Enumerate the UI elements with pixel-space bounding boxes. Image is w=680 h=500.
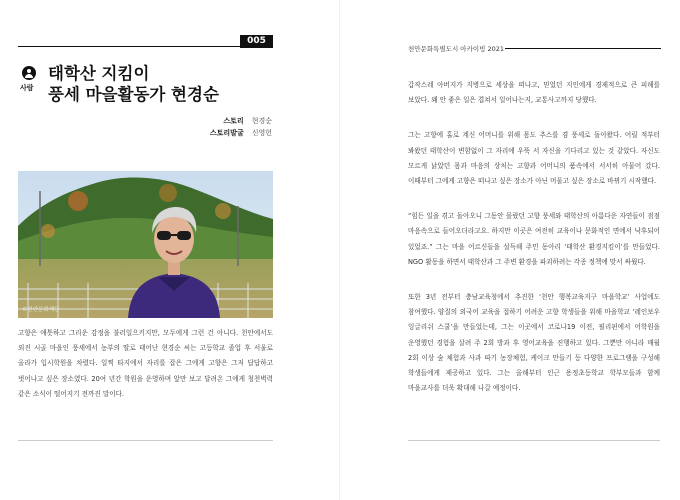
right-body-text [408,78,660,416]
person-icon [22,66,36,80]
page-number-badge: 005 [240,35,273,48]
credit-story [152,115,272,127]
title-line-2: 풍세 마을활동가 현경순 [48,85,219,104]
credit-discovery [152,127,272,139]
paragraph: 또한 3년 전부터 충남교육청에서 추진한 ‘천안 행복교육지구 마을학교’ 사업에도 참여했다. 양질의 외국어 교육을 접하기 어려운 고향 학생들을 위해 마을학교 ‘레인보우 잉글리쉬 스쿨’을 만들었는데, 그는 이곳에서 코로나19 이전, 필리핀에서 어학원을 운영했던 경험을 살려 주 2회 방과 후 영어교육을 진행하고 있다. 그뿐만 아니라 매월 2회 이상 숲 체험과 사과 따기 농장체험, 케이크 만들기 등 다양한 프로그램을 구성해 학생들에게 제공하고 있다. 그는 올해부터 인근 용정초등학교 학부모들과 함께 마을교사를 더욱 확대해 나갈 예정이다. [408,293,660,393]
header-rule [505,48,661,49]
paragraph: 그는 고향에 홀로 계신 어머니를 위해 몸도 추스를 겸 풍세로 돌아왔다. 어릴 적부터 봐왔던 태학산이 변함없이 그 자리에 우뚝 서 자신을 기다리고 있는 것 같았다. 자신도 모르게 낡았던 몸과 마음의 상처는 고향과 어머니의 품속에서 서서히 아물어 갔다. 이때부터 그에게 고향은 떠나고 싶은 장소가 아닌 머물고 싶은 장소로 바뀌기 시작했다. [408,131,660,186]
title-line-1: 태학산 지킴이 [48,64,150,83]
series-title: 천안문화특별도시 아카이빙 2021 [408,45,505,53]
paragraph: 갑작스레 아버지가 지병으로 세상을 떠나고, 믿었던 지인에게 경제적으로 큰 피해를 보았다. 왜 안 좋은 일은 겹쳐서 일어나는지, 교통사고까지 당했다. [408,81,660,105]
left-body-paragraph: 고향은 애틋하고 그리운 감정을 불러일으키지만, 모두에게 그런 건 아니다. 천안에서도 외진 시골 마을인 풍세에서 농부의 딸로 태어난 현경순 씨는 고등학교 졸업 후 서울로 올라가 입시학원을 차렸다. 일찍 타지에서 자리를 잡은 그에게 고향은 그저 답답하고 벗어나고 싶은 장소였다. 20여 년간 학원을 운영하며 앞만 보고 달려온 그에게 청천벽력 같은 소식이 떨어지기 전까진 말이다. [18,329,273,398]
credit-name: 신영헌 [251,129,272,137]
header-rule [18,46,273,47]
credit-name: 현경순 [251,117,272,125]
portrait-photo [18,171,273,318]
paragraph: “힘든 일을 겪고 돌아오니 그동안 몰랐던 고향 풍세와 태학산의 아름다운 자연들이 점점 마음속으로 들어오더라고요. 하지만 이곳은 여전히 교육이나 문화적인 면에서 낙후되어 있었죠.” 그는 마을 어르신들을 설득해 주민 동아리 ‘태학산 환경지킴이’를 만들었다. NGO 활동을 하면서 태학산과 그 주변 환경을 파괴하려는 각종 정책에 맞서 싸웠다. [408,212,660,266]
article-title [48,63,219,105]
credit-label: 스토리 [223,117,244,125]
footer-rule [408,440,660,441]
credits [152,115,272,139]
footer-rule [18,440,273,441]
credit-label: 스토리발굴 [209,129,244,137]
photo-caption: ©천안문화재단 [22,307,60,313]
category-label: 사람 [20,84,34,92]
